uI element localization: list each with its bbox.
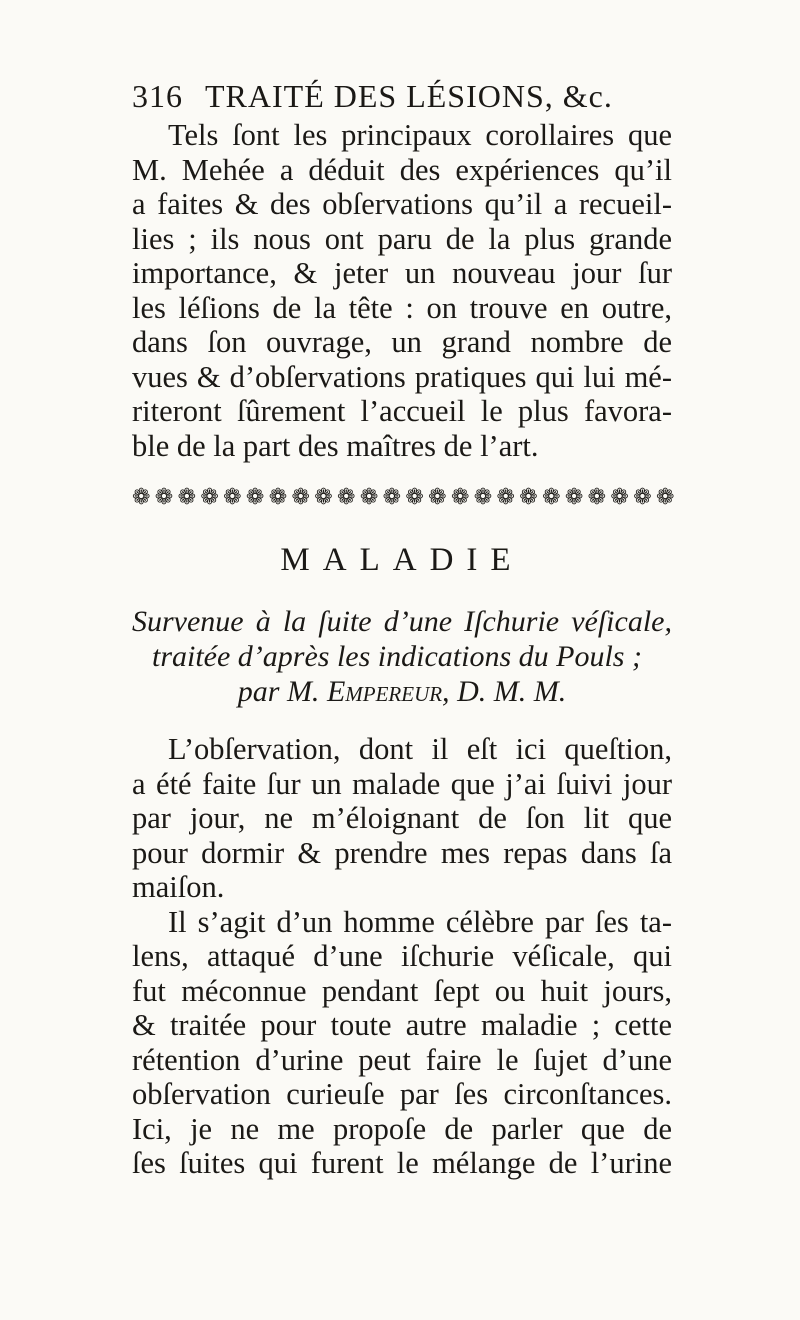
ornament-flower-icon: ❁ [154,485,174,510]
author-name: Empereur, [326,675,450,708]
ornament-flower-icon: ❁ [428,485,447,510]
ornament-flower-icon: ❁ [519,485,538,510]
text-line: Tels ſont les principaux corollaires que [168,118,672,152]
ornament-flower-icon: ❁ [314,485,333,510]
ornament-flower-icon: ❁ [177,485,196,510]
text-line: & traitée pour toute autre maladie ; cette [132,1008,672,1042]
text-line: lens, attaqué d’une iſchurie véſicale, qui [132,939,672,973]
text-line: Il s’agit d’un homme célèbre par ſes ta- [168,904,672,939]
text-line: dans ſon ouvrage, un grand nombre de [132,325,672,359]
ornament-flower-icon: ❁ [337,485,356,510]
ornament-flower-icon: ❁ [564,485,584,510]
ornament-flower-icon: ❁ [291,485,310,510]
ornament-flower-icon: ❁ [268,485,288,510]
running-title: TRAITÉ DES LÉSIONS, &c. [205,78,613,114]
text-line: lies ; ils nous ont paru de la plus grande [132,221,672,256]
text-line: ſes ſuites qui furent le mélange de l’urine [132,1146,672,1180]
text-line: maiſon. [132,870,225,904]
author-prefix: par M. [237,675,320,708]
author-degree: D. M. M. [457,675,567,708]
section-title: MALADIE [280,542,524,578]
text-line: fut méconnue pendant ſept ou huit jours, [132,973,672,1008]
text-line: obſervation curieuſe par ſes circonſtances. [132,1077,672,1111]
text-line: M. Mehée a déduit des expériences qu’il [132,152,672,187]
ornament-flower-icon: ❁ [542,485,561,510]
section-subtitle: traitée d’après les indications du Pouls ; [152,640,642,673]
section-subtitle: Survenue à la ſuite d’une Iſchurie véſicale, [132,605,672,638]
paragraph-observation [132,732,672,1181]
running-header [132,76,672,116]
text-line: L’obſervation, dont il eſt ici queſtion, [168,732,672,766]
ornament-flower-icon: ❁ [405,485,424,510]
ornament-flower-icon: ❁ [359,485,379,510]
text-line: ble de la part des maîtres de l’art. [132,428,539,463]
ornament-flower-icon: ❁ [382,485,402,510]
text-line: a été faite ſur un malade que j’ai ſuivi jour [132,766,672,801]
text-line: a faites & des obſervations qu’il a recueil- [132,187,672,221]
text-line: vues & d’obſervations pratiques qui lui mé- [132,359,672,394]
text-line: rétention d’urine peut faire le ſujet d’une [132,1042,672,1077]
ornament-flower-icon: ❁ [132,485,151,510]
ornament-flower-icon: ❁ [245,485,265,510]
decorative-ornament-band [132,478,675,518]
ornament-flower-icon: ❁ [633,485,652,510]
author-byline [132,675,672,709]
text-line: Ici, je ne me propoſe de parler que de [132,1111,672,1146]
ornament-flower-icon: ❁ [587,485,607,510]
ornament-flower-icon: ❁ [450,485,470,510]
text-line: importance, & jeter un nouveau jour ſur [132,256,672,290]
text-line: par jour, ne m’éloignant de ſon lit que [132,801,672,835]
ornament-flower-icon: ❁ [473,485,493,510]
ornament-flower-icon: ❁ [223,485,242,510]
paragraph-corollaries [132,118,672,463]
ornament-flower-icon: ❁ [200,485,219,510]
ornament-flower-icon: ❁ [610,485,629,510]
ornament-flower-icon: ❁ [655,485,675,510]
page-number: 316 [132,78,183,114]
ornament-flower-icon: ❁ [496,485,515,510]
text-line: riteront ſûrement l’accueil le plus favora- [132,394,672,428]
text-line: les léſions de la tête : on trouve en outre, [132,290,672,325]
text-line: pour dormir & prendre mes repas dans ſa [132,835,672,870]
